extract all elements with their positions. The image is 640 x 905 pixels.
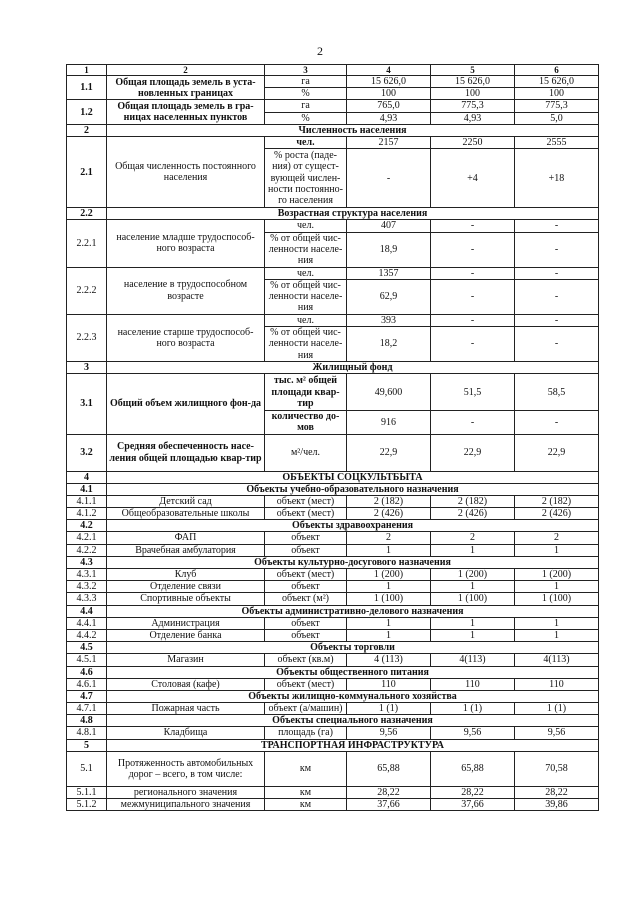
value-cell: 2 (182) [515,495,599,507]
section-title: Жилищный фонд [107,361,599,373]
value-cell: 1 (200) [431,569,515,581]
row-number: 2.2.1 [67,220,107,267]
table-row [67,751,599,786]
row-number: 4.3.2 [67,581,107,593]
section-number: 5 [67,739,107,751]
row-number: 4.4.2 [67,629,107,641]
table-row [67,508,599,520]
unit-cell: чел. [265,314,347,326]
value-cell: - [431,232,515,267]
indicator-name: Общая площадь земель в уста-новленных границах [107,76,265,100]
value-cell: 1 [347,544,431,556]
row-number: 4.6.1 [67,678,107,690]
indicator-name: Общая площадь земель в гра-ницах населенных пунктов [107,100,265,124]
indicator-name: Детский сад [107,495,265,507]
value-cell: 1 (100) [431,593,515,605]
value-cell: 4,93 [347,112,431,124]
value-cell: 2 [431,532,515,544]
row-number: 4.2.2 [67,544,107,556]
section-row [67,361,599,373]
unit-cell: % роста (паде-ния) от сущест-вующей числен-ности постоянно-го населения [265,149,347,208]
table-row [67,569,599,581]
value-cell: 39,86 [515,799,599,811]
unit-cell: чел. [265,267,347,279]
unit-cell: площадь (га) [265,727,347,739]
row-number: 4.1.2 [67,508,107,520]
table-row [67,434,599,471]
value-cell: - [431,220,515,232]
section-title: ОБЪЕКТЫ СОЦКУЛЬТБЫТА [107,471,599,483]
value-cell: 2 (426) [431,508,515,520]
row-number: 4.1.1 [67,495,107,507]
table-row [67,617,599,629]
value-cell: 70,58 [515,751,599,786]
value-cell: - [347,149,431,208]
indicator-name: Протяженность автомобильных дорог – всего, в том числе: [107,751,265,786]
value-cell: 1 [431,617,515,629]
section-number: 4.5 [67,642,107,654]
table-row [67,220,599,232]
value-cell: - [431,279,515,314]
subsection-row [67,690,599,702]
subsection-row [67,715,599,727]
section-number: 4 [67,471,107,483]
row-number: 2.2.3 [67,314,107,361]
value-cell: 765,0 [347,100,431,112]
value-cell: 28,22 [347,786,431,798]
section-row [67,471,599,483]
value-cell: 2 (426) [347,508,431,520]
section-number: 4.4 [67,605,107,617]
table-row [67,629,599,641]
value-cell: 15 626,0 [431,76,515,88]
table-row [67,495,599,507]
value-cell: +4 [431,149,515,208]
row-number: 4.2.1 [67,532,107,544]
value-cell: - [515,314,599,326]
unit-cell: км [265,751,347,786]
unit-cell: % от общей чис-ленности населе-ния [265,279,347,314]
header-col-2: 2 [107,65,265,76]
unit-cell: % [265,88,347,100]
row-number: 3.1 [67,374,107,434]
unit-cell: чел. [265,220,347,232]
indicator-name: население младше трудоспособ-ного возраста [107,220,265,267]
table-row [67,593,599,605]
value-cell: 62,9 [347,279,431,314]
value-cell: 1 [515,617,599,629]
value-cell: 1 [431,629,515,641]
value-cell: 1 (200) [347,569,431,581]
value-cell: - [431,267,515,279]
unit-cell: объект (а/машин) [265,703,347,715]
row-number: 1.2 [67,100,107,124]
value-cell: 18,9 [347,232,431,267]
section-title: Объекты административно-делового назначения [107,605,599,617]
indicator-name: Клуб [107,569,265,581]
unit-cell: объект (м²) [265,593,347,605]
table-row [67,678,599,690]
indicator-name: Спортивные объекты [107,593,265,605]
value-cell: 100 [515,88,599,100]
indicator-name: Общеобразовательные школы [107,508,265,520]
value-cell: 15 626,0 [347,76,431,88]
value-cell: 1 (100) [347,593,431,605]
subsection-row [67,556,599,568]
value-cell: 37,66 [347,799,431,811]
value-cell: 58,5 [515,374,599,411]
unit-cell: объект (мест) [265,508,347,520]
value-cell: - [515,267,599,279]
value-cell: - [431,411,515,434]
row-number: 4.8.1 [67,727,107,739]
value-cell: 1 (200) [515,569,599,581]
section-number: 4.8 [67,715,107,727]
subsection-row [67,739,599,751]
value-cell: 1 [431,544,515,556]
row-number: 1.1 [67,76,107,100]
value-cell: 18,2 [347,326,431,361]
table-row [67,314,599,326]
value-cell: 916 [347,411,431,434]
indicator-name: население в трудоспособном возрасте [107,267,265,314]
row-number: 4.5.1 [67,654,107,666]
value-cell: 22,9 [431,434,515,471]
subsection-row [67,605,599,617]
unit-cell: % от общей чис-ленности населе-ния [265,232,347,267]
section-title: Численность населения [107,124,599,136]
unit-cell: объект (мест) [265,569,347,581]
indicator-name: Магазин [107,654,265,666]
indicator-name: Администрация [107,617,265,629]
value-cell: 1 (100) [515,593,599,605]
value-cell: - [431,314,515,326]
section-number: 3 [67,361,107,373]
unit-cell: чел. [265,137,347,149]
indicator-name: Средняя обеспеченность насе-ления общей площадью квар-тир [107,434,265,471]
value-cell: - [431,326,515,361]
row-number: 4.7.1 [67,703,107,715]
value-cell: 1 [515,581,599,593]
page-number: 2 [317,44,323,58]
section-row [67,208,599,220]
table-row [67,137,599,149]
value-cell: 1 [515,544,599,556]
value-cell: 1 [515,629,599,641]
section-title: ТРАНСПОРТНАЯ ИНФРАСТРУКТУРА [107,739,599,751]
unit-cell: га [265,100,347,112]
value-cell: 1 [347,581,431,593]
value-cell: +18 [515,149,599,208]
header-col-6: 6 [515,65,599,76]
value-cell: 4 (113) [347,654,431,666]
value-cell: 28,22 [431,786,515,798]
section-title: Объекты учебно-образовательного назначения [107,483,599,495]
unit-cell: объект [265,532,347,544]
unit-cell: объект [265,581,347,593]
indicator-name: Отделение банка [107,629,265,641]
table-row [67,786,599,798]
subsection-row [67,483,599,495]
section-number: 2 [67,124,107,136]
section-title: Объекты культурно-досугового назначения [107,556,599,568]
value-cell: 1357 [347,267,431,279]
row-number: 5.1 [67,751,107,786]
indicator-name: Отделение связи [107,581,265,593]
section-number: 4.7 [67,690,107,702]
indicator-name: Кладбища [107,727,265,739]
table-row [67,727,599,739]
section-title: Объекты специального назначения [107,715,599,727]
table-row [67,100,599,112]
unit-cell: объект [265,629,347,641]
value-cell: 2157 [347,137,431,149]
value-cell: 51,5 [431,374,515,411]
row-number: 2.2.2 [67,267,107,314]
value-cell: 9,56 [515,727,599,739]
value-cell: 775,3 [431,100,515,112]
row-number: 5.1.2 [67,799,107,811]
section-title: Объекты здравоохранения [107,520,599,532]
value-cell: 49,600 [347,374,431,411]
table-header-row [67,65,599,76]
table-row [67,544,599,556]
unit-cell: км [265,799,347,811]
value-cell: 28,22 [515,786,599,798]
indicator-name: население старше трудоспособ-ного возраста [107,314,265,361]
value-cell: 1 (1) [515,703,599,715]
value-cell: 9,56 [431,727,515,739]
unit-cell: количество до-мов [265,411,347,434]
unit-cell: объект [265,617,347,629]
unit-cell: объект (мест) [265,495,347,507]
section-row [67,124,599,136]
value-cell: 110 [515,678,599,690]
value-cell: 37,66 [431,799,515,811]
section-title: Возрастная структура населения [107,208,599,220]
table-row [67,532,599,544]
table-row [67,799,599,811]
indicator-name: Пожарная часть [107,703,265,715]
value-cell: 2 (426) [515,508,599,520]
section-number: 2.2 [67,208,107,220]
value-cell: 1 (1) [347,703,431,715]
section-number: 4.6 [67,666,107,678]
value-cell: 65,88 [347,751,431,786]
value-cell: 4,93 [431,112,515,124]
value-cell: 100 [431,88,515,100]
row-number: 4.3.3 [67,593,107,605]
table-row [67,374,599,411]
value-cell: - [515,232,599,267]
row-number: 5.1.1 [67,786,107,798]
section-title: Объекты жилищно-коммунального хозяйства [107,690,599,702]
indicator-name: Общий объем жилищного фон-да [107,374,265,434]
header-col-4: 4 [347,65,431,76]
value-cell: 4(113) [515,654,599,666]
table-row [67,703,599,715]
value-cell: 1 [347,629,431,641]
header-col-1: 1 [67,65,107,76]
section-number: 4.1 [67,483,107,495]
header-col-5: 5 [431,65,515,76]
subsection-row [67,642,599,654]
value-cell: 4(113) [431,654,515,666]
indicator-name: Врачебная амбулатория [107,544,265,556]
unit-cell: объект (кв.м) [265,654,347,666]
indicator-name: межмуниципального значения [107,799,265,811]
value-cell: - [515,279,599,314]
unit-cell: га [265,76,347,88]
indicators-table [66,64,599,811]
unit-cell: % [265,112,347,124]
table-row [67,76,599,88]
table-row [67,654,599,666]
value-cell: 2 (182) [431,495,515,507]
value-cell: 393 [347,314,431,326]
value-cell: 110 [347,678,431,690]
row-number: 3.2 [67,434,107,471]
indicator-name: регионального значения [107,786,265,798]
value-cell: - [515,326,599,361]
subsection-row [67,520,599,532]
section-title: Объекты торговли [107,642,599,654]
subsection-row [67,666,599,678]
value-cell: - [515,220,599,232]
value-cell: 9,56 [347,727,431,739]
section-number: 4.3 [67,556,107,568]
unit-cell: % от общей чис-ленности населе-ния [265,326,347,361]
header-col-3: 3 [265,65,347,76]
unit-cell: объект [265,544,347,556]
indicator-name: ФАП [107,532,265,544]
indicator-name: Столовая (кафе) [107,678,265,690]
section-title: Объекты общественного питания [107,666,599,678]
indicator-name: Общая численность постоянного населения [107,137,265,208]
table-row [67,581,599,593]
unit-cell: объект (мест) [265,678,347,690]
value-cell: 110 [431,678,515,690]
value-cell: 2 [515,532,599,544]
row-number: 4.3.1 [67,569,107,581]
row-number: 4.4.1 [67,617,107,629]
value-cell: 5,0 [515,112,599,124]
section-number: 4.2 [67,520,107,532]
row-number: 2.1 [67,137,107,208]
value-cell: 407 [347,220,431,232]
value-cell: 2250 [431,137,515,149]
value-cell: 22,9 [347,434,431,471]
table-row [67,267,599,279]
value-cell: 1 (1) [431,703,515,715]
value-cell: 2 (182) [347,495,431,507]
value-cell: 65,88 [431,751,515,786]
value-cell: - [515,411,599,434]
value-cell: 775,3 [515,100,599,112]
value-cell: 22,9 [515,434,599,471]
unit-cell: м²/чел. [265,434,347,471]
value-cell: 100 [347,88,431,100]
unit-cell: тыс. м² общей площади квар-тир [265,374,347,411]
value-cell: 1 [347,617,431,629]
value-cell: 1 [431,581,515,593]
value-cell: 15 626,0 [515,76,599,88]
value-cell: 2555 [515,137,599,149]
unit-cell: км [265,786,347,798]
value-cell: 2 [347,532,431,544]
